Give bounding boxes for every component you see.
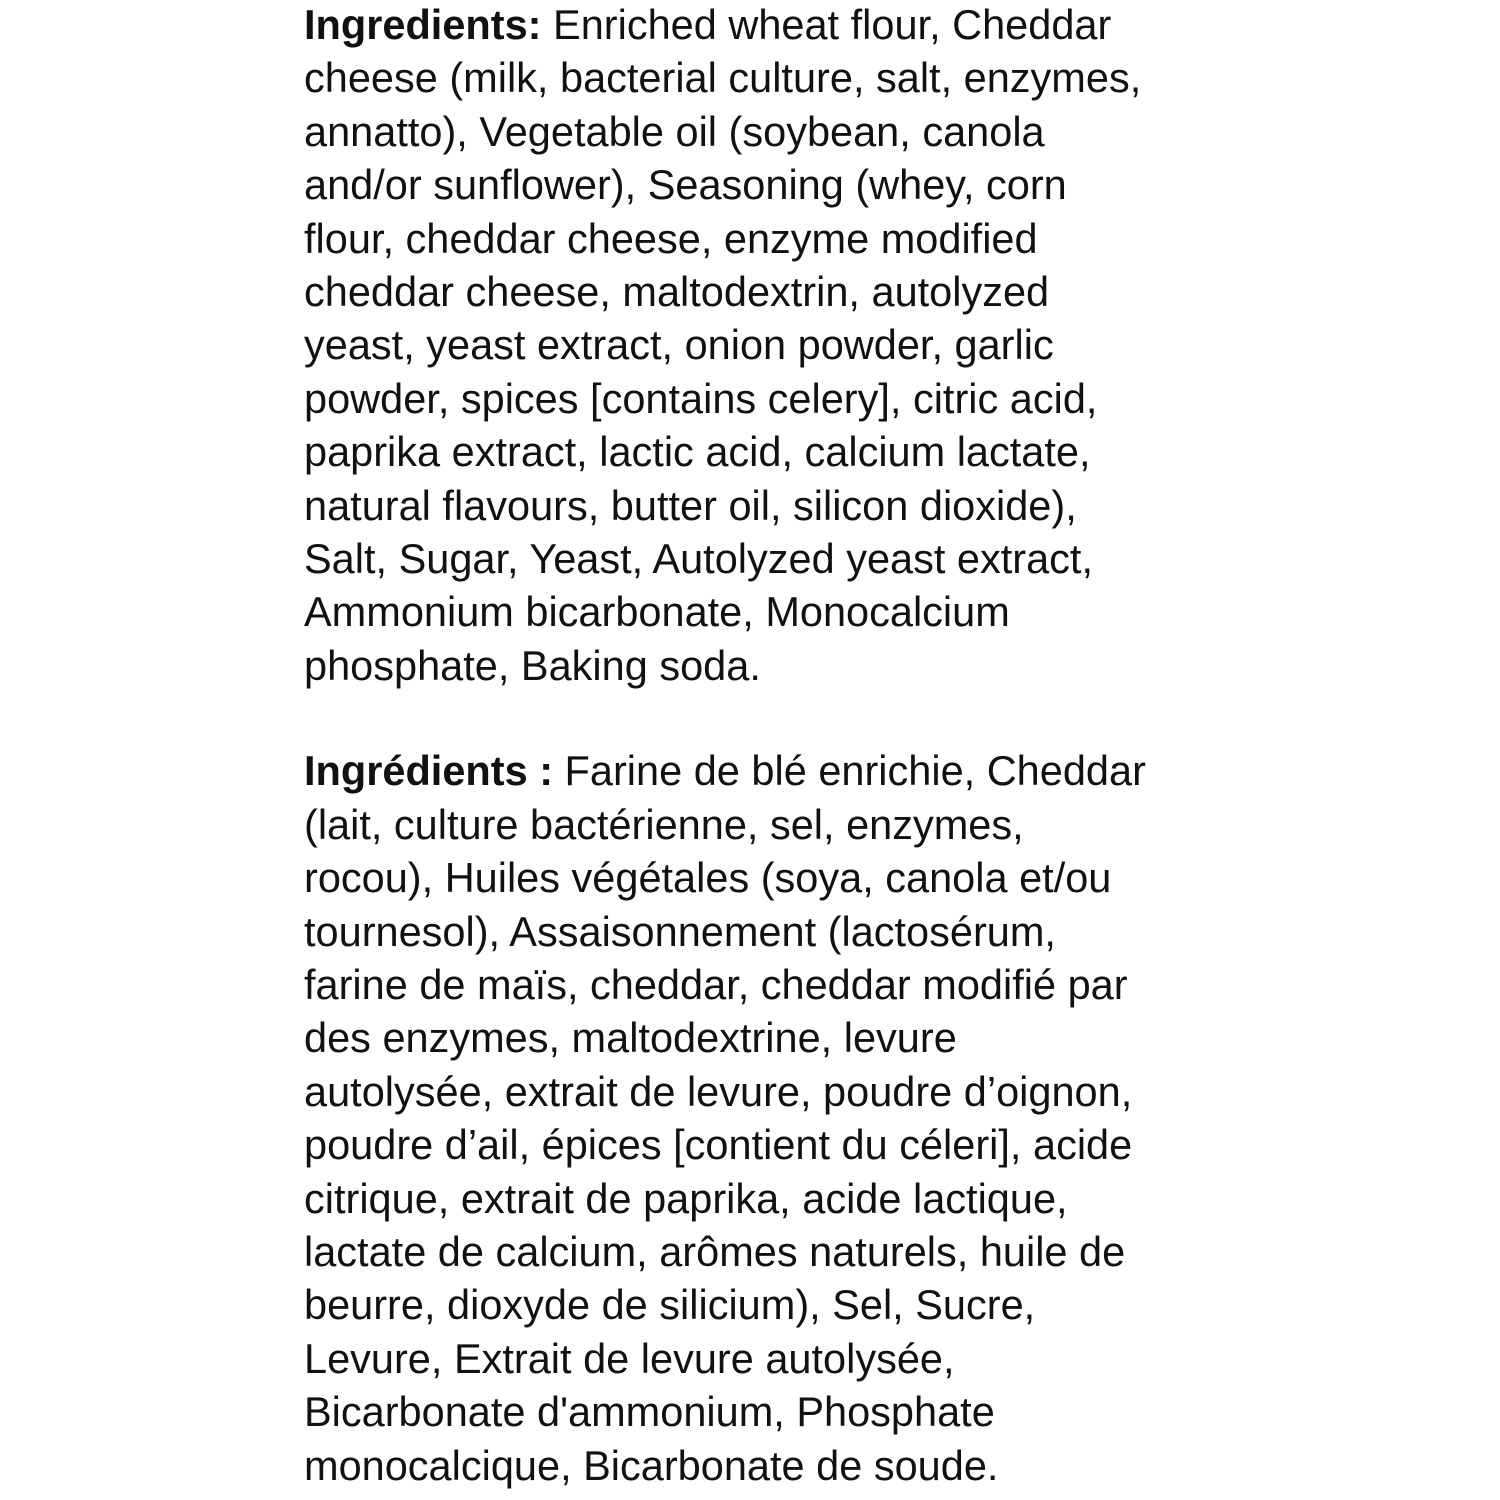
ingredient-line: poudre d’ail, épices [contient du céleri], acide — [304, 1121, 1133, 1169]
ingredient-line: powder, spices [contains celery], citric acid, — [304, 374, 1098, 422]
ingredients-french — [304, 744, 1304, 1492]
ingredient-line: natural flavours, butter oil, silicon dioxide), — [304, 481, 1077, 529]
ingredient-line: Levure, Extrait de levure autolysée, — [304, 1334, 955, 1382]
ingredient-line: des enzymes, maltodextrine, levure — [304, 1014, 957, 1062]
ingredient-line: citrique, extrait de paprika, acide lactique, — [304, 1174, 1068, 1222]
ingredient-line: and/or sunflower), Seasoning (whey, corn — [304, 161, 1067, 209]
ingredient-line: flour, cheddar cheese, enzyme modified — [304, 214, 1038, 262]
ingredients-english — [304, 0, 1304, 692]
ingredient-line: annatto), Vegetable oil (soybean, canola — [304, 107, 1045, 155]
ingredient-line: paprika extract, lactic acid, calcium lactate, — [304, 428, 1091, 476]
ingredients-heading-english: Ingredients: — [304, 1, 542, 48]
ingredient-line: farine de maïs, cheddar, cheddar modifié par — [304, 960, 1128, 1008]
ingredient-line: (lait, culture bactérienne, sel, enzymes, — [304, 800, 1024, 848]
ingredient-line: rocou), Huiles végétales (soya, canola et/ou — [304, 854, 1112, 902]
ingredient-line: autolysée, extrait de levure, poudre d’oignon, — [304, 1067, 1133, 1115]
ingredient-line: Ammonium bicarbonate, Monocalcium — [304, 588, 1010, 636]
ingredient-line: Salt, Sugar, Yeast, Autolyzed yeast extract, — [304, 535, 1093, 583]
ingredient-line: phosphate, Baking soda. — [304, 641, 761, 689]
ingredient-line: yeast, yeast extract, onion powder, garlic — [304, 321, 1054, 369]
ingredient-line: monocalcique, Bicarbonate de soude. — [304, 1441, 999, 1489]
ingredient-text: Farine de blé enrichie, Cheddar — [553, 747, 1146, 795]
ingredient-line: lactate de calcium, arômes naturels, huile de — [304, 1227, 1126, 1275]
ingredient-line: Bicarbonate d'ammonium, Phosphate — [304, 1388, 995, 1436]
ingredient-text: Enriched wheat flour, Cheddar — [541, 1, 1112, 48]
ingredient-line — [304, 744, 1304, 797]
ingredients-label — [304, 0, 1304, 1492]
ingredient-line: cheddar cheese, maltodextrin, autolyzed — [304, 268, 1050, 316]
ingredient-line — [304, 0, 1304, 51]
ingredient-line: cheese (milk, bacterial culture, salt, enzymes, — [304, 54, 1142, 102]
ingredient-line: tournesol), Assaisonnement (lactosérum, — [304, 907, 1056, 955]
ingredients-heading-french: Ingrédients : — [304, 747, 554, 795]
ingredient-line: beurre, dioxyde de silicium), Sel, Sucre, — [304, 1281, 1036, 1329]
